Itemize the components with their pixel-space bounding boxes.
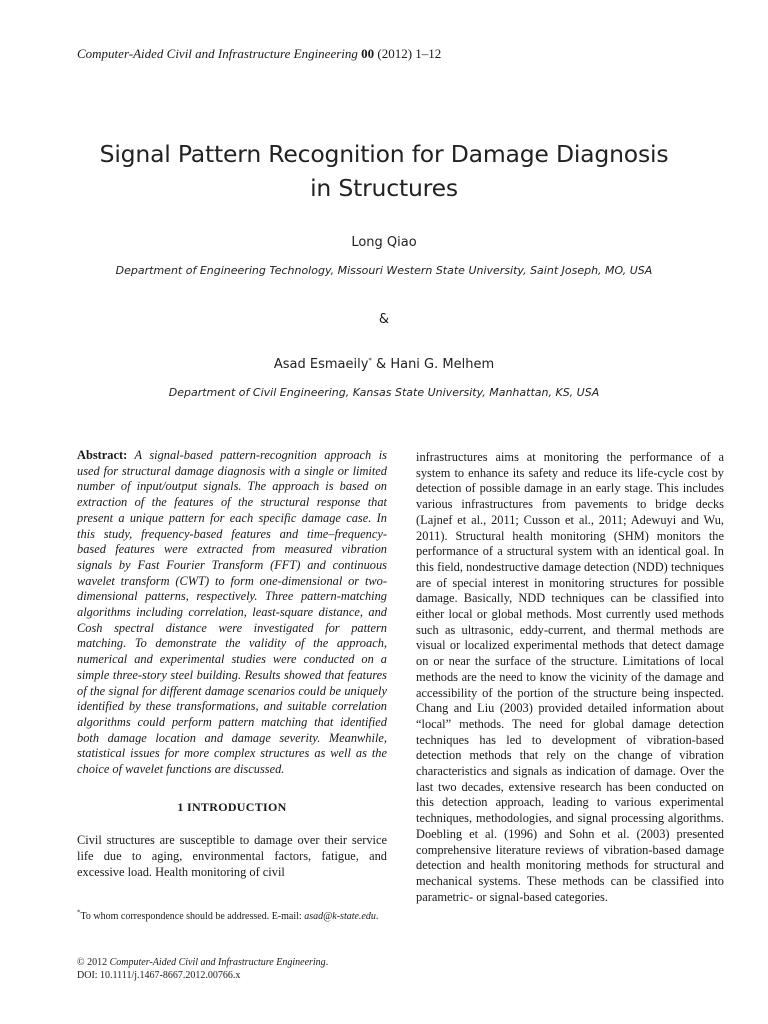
affiliation-2: Department of Civil Engineering, Kansas State University, Manhattan, KS, USA — [168, 386, 600, 399]
footnote-email: asad@k-state.edu — [304, 911, 376, 922]
right-column — [416, 450, 724, 905]
author-2-name: Asad Esmaeily — [273, 357, 369, 372]
abstract-label: Abstract: — [77, 448, 128, 462]
doi-line: DOI: 10.1111/j.1467-8667.2012.00766.x — [77, 970, 241, 981]
copyright-prefix: © 2012 — [77, 957, 110, 968]
copyright-block — [77, 956, 477, 982]
introduction-text-left: Civil structures are susceptible to damage over their service life due to aging, environmental factors, fatigue, and excessive load. Health monitoring of civil — [77, 833, 387, 879]
journal-volume: 00 — [361, 46, 375, 61]
abstract-text: A signal-based pattern-recognition approach is used for structural damage diagnosis with a single or limited number of input/output signals. The approach is based on extraction of the features of the structural response that present a unique pattern for each specific damage case. In this study, frequency-based features and time–frequency-based features were extracted from measured vibration signals by Fast Fourier Transform (FFT) and continuous wavelet transform (CWT) to form one-dimensional or two-dimensional patterns, respectively. Three pattern-matching algorithms including correlation, least-square distance, and Cosh spectral distance were investigated for pattern matching. To demonstrate the validity of the approach, numerical and experimental studies were conducted on a simple three-story steel building. Results showed that features of the signal for different damage scenarios could be uniquely identified by these transformations, and suitable correlation algorithms could perform pattern matching that identified both damage location and damage severity. Meanwhile, statistical issues for more complex structures as well as the choice of wavelet functions are discussed. — [77, 448, 387, 777]
footnote-text: To whom correspondence should be addressed. E-mail: — [80, 911, 305, 922]
journal-name: Computer-Aided Civil and Infrastructure Engineering — [77, 46, 358, 61]
paper-title-line-2: in Structures — [310, 174, 458, 202]
footnote-mark: * — [77, 908, 81, 917]
section-heading-introduction: 1 INTRODUCTION — [177, 799, 287, 814]
copyright-journal: Computer-Aided Civil and Infrastructure Engineering — [109, 957, 326, 968]
author-2 — [0, 357, 768, 372]
introduction-text-right: infrastructures aims at monitoring the performance of a system to enhance its safety and reduce its life-cycle cost by detection of possible damage in an early stage. This includes various infrastructures from pavements to bridge decks (Lajnef et al., 2011; Cusson et al., 2011; Adewuyi and Wu, 2011). Structural health monitoring (SHM) monitors the performance of a structural system with an identical goal. In this field, nondestructive damage detection (NDD) techniques are of special interest in monitoring structures for possible damage. Basically, NDD techniques can be classified into either local or global methods. Most currently used methods such as ultrasonic, eddy-current, and thermal methods are visual or localized experimental methods that detect damage on or near the surface of the structure. Limitations of local methods are the need to know the vicinity of the damage and accessibility of the portion of the structure being inspected. Chang and Liu (2003) provided detailed information about “local” methods. The need for global damage detection techniques has led to development of vibration-based detection methods that rely on the change of vibration characteristics and signals as indication of damage. Over the last two decades, extensive research has been conducted on this detection approach, leading to various experimental techniques, methodologies, and signal processing algorithms. Doebling et al. (1996) and Sohn et al. (2003) presented comprehensive literature reviews of vibration-based damage detection and health monitoring methods for structural and mechanical systems. These methods can be classified into parametric- or signal-based categories. — [416, 450, 724, 904]
author-separator: & — [378, 312, 390, 327]
journal-year-pages: (2012) 1–12 — [377, 46, 442, 61]
author-3-name: & Hani G. Melhem — [371, 357, 495, 372]
left-column — [77, 448, 387, 881]
paper-title-line-1: Signal Pattern Recognition for Damage Diagnosis — [99, 140, 669, 168]
paper-title — [60, 137, 708, 205]
footnote — [77, 910, 387, 923]
copyright-line — [77, 956, 477, 969]
copyright-suffix: . — [325, 957, 329, 968]
affiliation-1: Department of Engineering Technology, Missouri Western State University, Saint Joseph, MO, USA — [115, 264, 653, 277]
journal-header — [77, 46, 441, 62]
abstract — [77, 448, 387, 778]
corresponding-author-mark: * — [368, 356, 372, 365]
author-1: Long Qiao — [351, 235, 417, 250]
footnote-end: . — [375, 911, 379, 922]
